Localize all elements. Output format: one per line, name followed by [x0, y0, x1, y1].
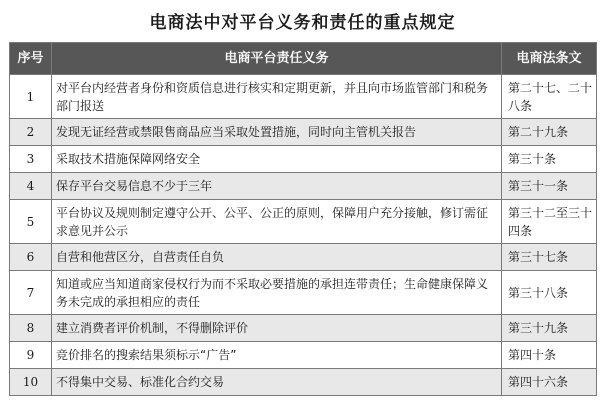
row-number: 3	[10, 146, 52, 173]
row-duty: 平台协议及规则制定遵守公开、公平、公正的原则，保障用户充分接触，修订需征求意见并公示	[52, 200, 502, 244]
table-row	[10, 75, 597, 119]
row-article: 第三十七条	[502, 244, 597, 271]
table-row	[10, 146, 597, 173]
header-seq: 序号	[10, 43, 52, 75]
row-article: 第三十二至三十四条	[502, 200, 597, 244]
header-duty: 电商平台责任义务	[52, 43, 502, 75]
row-duty: 保存平台交易信息不少于三年	[52, 173, 502, 200]
row-number: 9	[10, 342, 52, 369]
row-article: 第三十九条	[502, 315, 597, 342]
row-number: 5	[10, 200, 52, 244]
table-row	[10, 342, 597, 369]
row-article: 第三十八条	[502, 271, 597, 315]
row-number: 2	[10, 119, 52, 146]
table-row	[10, 369, 597, 396]
row-number: 4	[10, 173, 52, 200]
row-article: 第三十条	[502, 146, 597, 173]
row-article: 第四十条	[502, 342, 597, 369]
row-article: 第四十六条	[502, 369, 597, 396]
row-duty: 采取技术措施保障网络安全	[52, 146, 502, 173]
row-duty: 知道或应当知道商家侵权行为而不采取必要措施的承担连带责任；生命健康保障义务未完成的承担相应的责任	[52, 271, 502, 315]
table-row	[10, 119, 597, 146]
table-row	[10, 244, 597, 271]
row-duty: 自营和他营区分，自营责任自负	[52, 244, 502, 271]
row-duty: 不得集中交易、标准化合约交易	[52, 369, 502, 396]
row-duty: 建立消费者评价机制，不得删除评价	[52, 315, 502, 342]
row-number: 6	[10, 244, 52, 271]
table-row	[10, 173, 597, 200]
table-row	[10, 315, 597, 342]
row-duty: 竞价排名的搜索结果须标示“广告”	[52, 342, 502, 369]
row-duty: 对平台内经营者身份和资质信息进行核实和定期更新，并且向市场监管部门和税务部门报送	[52, 75, 502, 119]
row-number: 8	[10, 315, 52, 342]
row-article: 第二十九条	[502, 119, 597, 146]
row-article: 第三十一条	[502, 173, 597, 200]
table-row	[10, 200, 597, 244]
duty-table	[9, 42, 597, 396]
row-article: 第二十七、二十八条	[502, 75, 597, 119]
row-number: 10	[10, 369, 52, 396]
row-duty: 发现无证经营或禁限售商品应当采取处置措施，同时向主管机关报告	[52, 119, 502, 146]
row-number: 1	[10, 75, 52, 119]
table-row	[10, 271, 597, 315]
row-number: 7	[10, 271, 52, 315]
table-header-row	[10, 43, 597, 75]
header-article: 电商法条文	[502, 43, 597, 75]
page-title: 电商法中对平台义务和责任的重点规定	[149, 13, 456, 33]
